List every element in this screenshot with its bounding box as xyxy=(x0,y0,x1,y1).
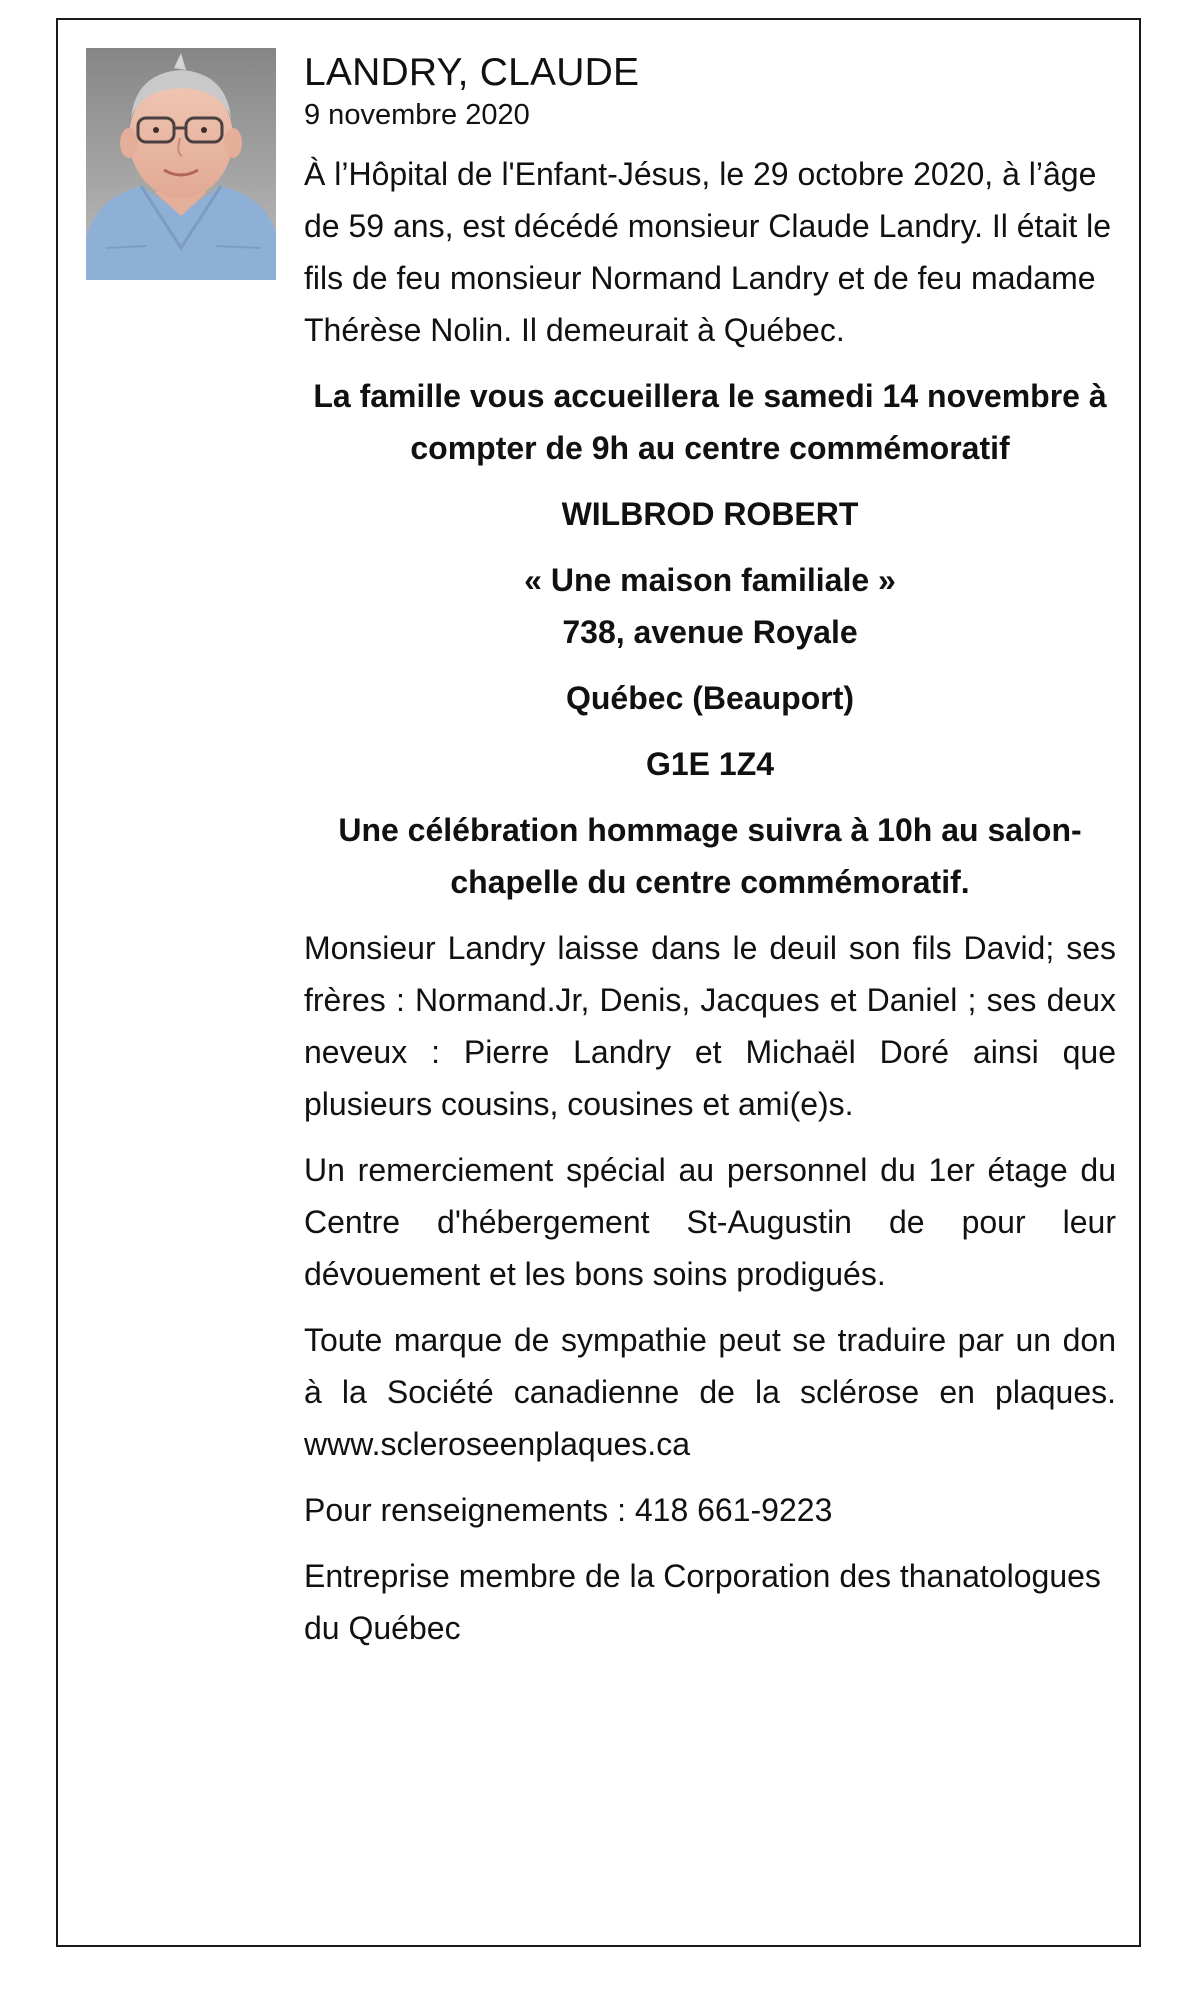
intro-paragraph: À l’Hôpital de l'Enfant-Jésus, le 29 octobre 2020, à l’âge de 59 ans, est décédé monsieur Claude Landry. Il était le fils de feu monsieur Normand Landry et de feu madame Thérèse Nolin. Il demeurait à Québec. xyxy=(304,156,1112,348)
address-city: Québec (Beauport) xyxy=(565,680,855,716)
funeral-home-slogan: « Une maison familiale » xyxy=(524,562,896,598)
portrait-image xyxy=(86,48,276,280)
postal-code: G1E 1Z4 xyxy=(645,746,775,782)
ceremony-notice: Une célébration hommage suivra à 10h au salon-chapelle du centre commémoratif. xyxy=(338,812,1082,900)
thanks-paragraph: Un remerciement spécial au personnel du 1er étage du Centre d'hébergement St-Augustin de pour leur dévouement et les bons soins prodigués. xyxy=(304,1152,1116,1292)
portrait-photo xyxy=(86,48,276,280)
deceased-name: LANDRY, CLAUDE xyxy=(304,51,640,94)
donation-paragraph: Toute marque de sympathie peut se traduire par un don à la Société canadienne de la sclérose en plaques. www.scleroseenplaques.ca xyxy=(304,1322,1116,1462)
contact-info: Pour renseignements : 418 661-9223 xyxy=(304,1492,833,1528)
membership-note: Entreprise membre de la Corporation des thanatologues du Québec xyxy=(304,1558,1101,1646)
publication-date: 9 novembre 2020 xyxy=(304,99,530,131)
visitation-notice: La famille vous accueillera le samedi 14 novembre à compter de 9h au centre commémoratif xyxy=(313,378,1107,466)
family-paragraph: Monsieur Landry laisse dans le deuil son fils David; ses frères : Normand.Jr, Denis, Jacques et Daniel ; ses deux neveux : Pierre Landry et Michaël Doré ainsi que plusieurs cousins, cousines et ami(e)s. xyxy=(304,930,1116,1122)
address-street: 738, avenue Royale xyxy=(562,614,858,650)
obituary-content xyxy=(304,50,1116,1654)
funeral-home-name: WILBROD ROBERT xyxy=(561,496,859,532)
